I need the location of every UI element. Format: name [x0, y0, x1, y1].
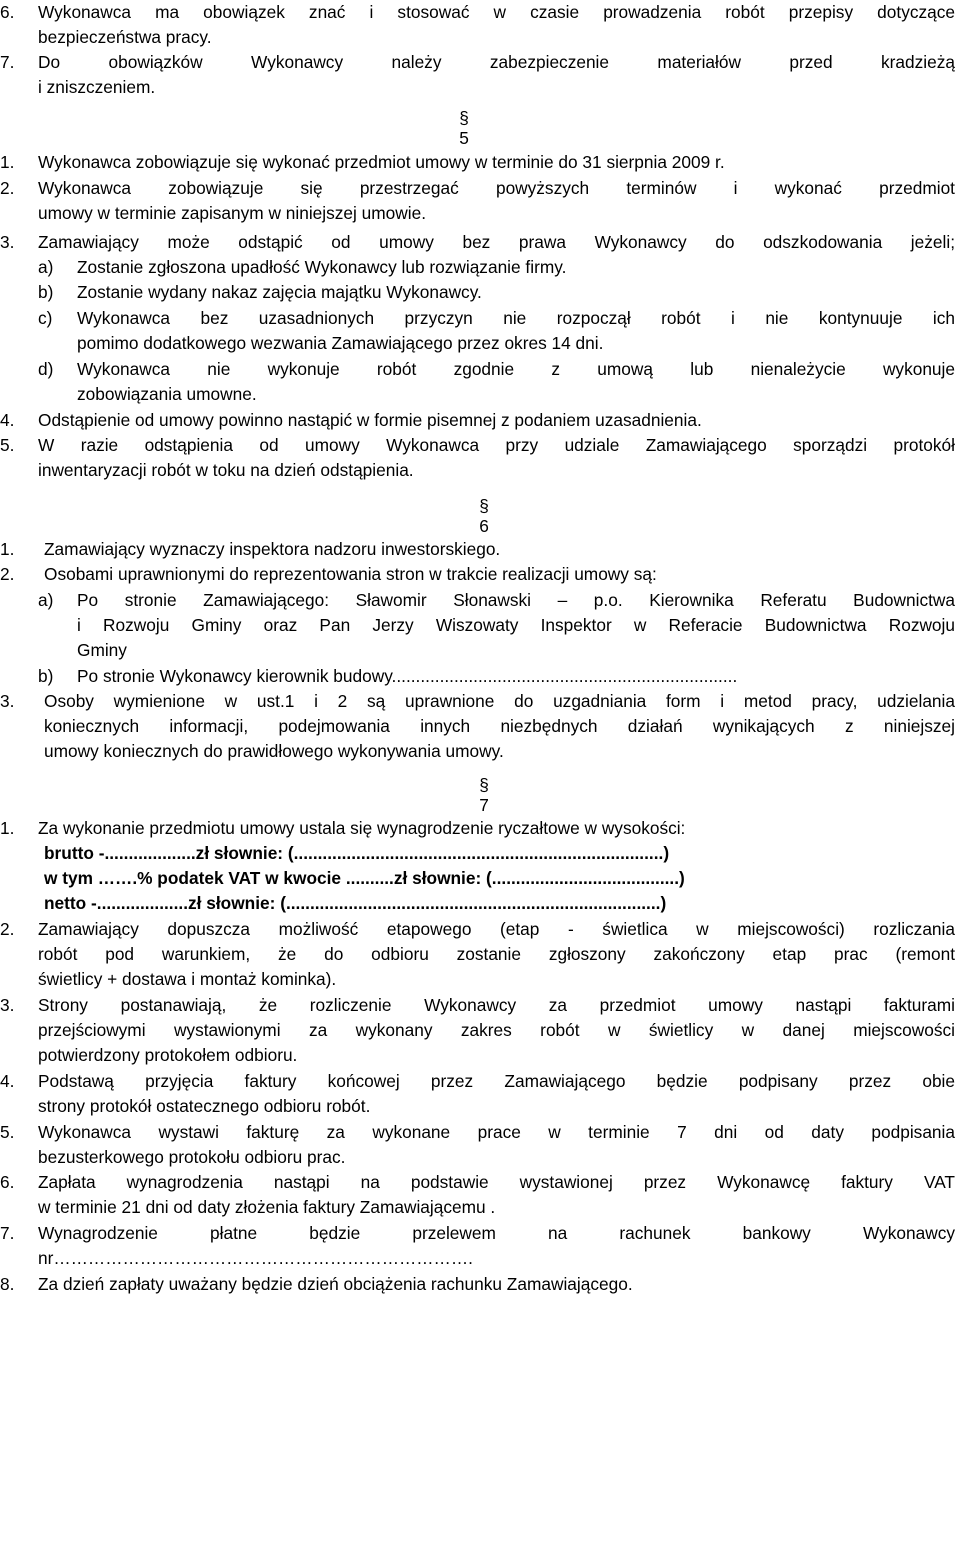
item-number: 5.	[0, 435, 15, 455]
item-text: robót pod warunkiem, że do odbioru zostanie zgłoszony zakończony etap prac (remont	[38, 944, 955, 965]
item-number: 1.	[0, 818, 15, 838]
item-text: świetlicy + dostawa i montaż kominka).	[38, 969, 337, 990]
item-number: 2.	[0, 919, 15, 939]
item-text: Wykonawca wystawi fakturę za wykonane prace w terminie 7 dni od daty podpisania	[38, 1122, 955, 1142]
item-text: Zamawiający dopuszcza możliwość etapowego (etap - świetlica w miejscowości) rozliczania	[38, 919, 955, 939]
section-heading	[464, 496, 504, 536]
section-symbol: §	[459, 108, 469, 128]
list-item	[0, 562, 955, 588]
item-number: 7.	[0, 52, 15, 72]
item-text: potwierdzony protokołem odbioru.	[38, 1045, 298, 1066]
list-item	[0, 176, 955, 226]
sub-item-text: zobowiązania umowne.	[77, 384, 257, 405]
item-text: umowy w terminie zapisanym w niniejszej umowie.	[38, 203, 427, 224]
sub-item-label: a)	[38, 590, 54, 610]
sub-item-label: a)	[38, 257, 54, 277]
item-number: 2.	[0, 178, 15, 198]
item-number: 7.	[0, 1223, 15, 1243]
list-item	[0, 689, 955, 765]
list-item	[0, 1272, 955, 1298]
sub-item-text: Wykonawca nie wykonuje robót zgodnie z umową lub nienależycie wykonuje	[77, 359, 955, 379]
item-text: Wykonawca ma obowiązek znać i stosować w czasie prowadzenia robót przepisy dotyczące	[38, 2, 955, 22]
item-text: Wykonawca zobowiązuje się przestrzegać powyższych terminów i wykonać przedmiot	[38, 178, 955, 198]
item-text: Za dzień zapłaty uważany będzie dzień obciążenia rachunku Zamawiającego.	[38, 1274, 633, 1294]
item-text: inwentaryzacji robót w toku na dzień odstąpienia.	[38, 460, 414, 481]
list-item	[0, 1221, 955, 1271]
item-text: Osoby wymienione w ust.1 i 2 są uprawnione do uzgadniania form i metod pracy, udzielania	[44, 691, 955, 711]
item-text: nr……………………………………………………………….	[38, 1248, 473, 1269]
sub-item-text: pomimo dodatkowego wezwania Zamawiającego przez okres 14 dni.	[77, 333, 604, 354]
section-heading	[444, 108, 484, 148]
item-text: Do obowiązków Wykonawcy należy zabezpieczenie materiałów przed kradzieżą	[38, 52, 955, 72]
item-text: Wykonawca zobowiązuje się wykonać przedmiot umowy w terminie do 31 sierpnia 2009 r.	[38, 152, 725, 172]
sub-item-text: i Rozwoju Gminy oraz Pan Jerzy Wiszowaty Inspektor w Referacie Budownictwa Rozwoju	[77, 615, 955, 636]
list-item	[0, 816, 955, 842]
section-number: 5	[459, 128, 469, 148]
item-text: bezusterkowego protokołu odbioru prac.	[38, 1147, 346, 1168]
item-text: Odstąpienie od umowy powinno nastąpić w formie pisemnej z podaniem uzasadnienia.	[38, 410, 702, 430]
item-number: 6.	[0, 2, 15, 22]
item-text: Osobami uprawnionymi do reprezentowania stron w trakcie realizacji umowy są:	[44, 564, 657, 584]
item-text: przejściowymi wystawionymi za wykonany zakres robót w świetlicy w danej miejscowości	[38, 1020, 955, 1041]
item-text: koniecznych informacji, podejmowania innych niezbędnych działań wynikających z niniejszej	[44, 716, 955, 737]
section-symbol: §	[479, 496, 489, 516]
sub-list-item	[0, 280, 955, 306]
list-item	[0, 993, 955, 1069]
sub-item-text: Zostanie zgłoszona upadłość Wykonawcy lub rozwiązanie firmy.	[77, 257, 567, 277]
sub-item-label: b)	[38, 666, 54, 686]
item-text: Za wykonanie przedmiotu umowy ustala się wynagrodzenie ryczałtowe w wysokości:	[38, 818, 686, 838]
sub-item-label: d)	[38, 359, 54, 379]
item-number: 1.	[0, 152, 15, 172]
sub-item-text: Po stronie Wykonawcy kierownik budowy........................................................................	[77, 666, 738, 686]
sub-list-item	[0, 588, 955, 664]
item-text: w terminie 21 dni od daty złożenia faktury Zamawiającemu .	[38, 1197, 496, 1218]
sub-list-item	[0, 664, 955, 690]
list-item	[0, 917, 955, 993]
item-text: i zniszczeniem.	[38, 77, 156, 98]
list-item	[0, 0, 955, 50]
list-item	[0, 408, 955, 434]
sub-item-label: b)	[38, 282, 54, 302]
section-number: 7	[479, 795, 489, 815]
section-number: 6	[479, 516, 489, 536]
item-number: 4.	[0, 410, 15, 430]
item-number: 3.	[0, 691, 15, 711]
sub-item-label: c)	[38, 308, 53, 328]
amount-net: netto -...................zł słownie: (..............................................................................)	[44, 893, 667, 914]
list-item	[0, 230, 955, 256]
sub-item-text: Gminy	[77, 640, 127, 661]
item-number: 2.	[0, 564, 15, 584]
sub-item-text: Wykonawca bez uzasadnionych przyczyn nie rozpoczął robót i nie kontynuuje ich	[77, 308, 955, 328]
item-number: 3.	[0, 232, 15, 252]
amount-vat: w tym …….% podatek VAT w kwocie ..........zł słownie: (.......................................)	[44, 868, 685, 889]
item-text: Zamawiający wyznaczy inspektora nadzoru inwestorskiego.	[44, 539, 501, 559]
list-item	[0, 50, 955, 100]
sub-item-text: Zostanie wydany nakaz zajęcia majątku Wykonawcy.	[77, 282, 482, 302]
list-item	[0, 433, 955, 483]
sub-list-item	[0, 306, 955, 356]
amount-block	[0, 841, 955, 917]
item-number: 8.	[0, 1274, 15, 1294]
item-text: strony protokół ostatecznego odbioru robót.	[38, 1096, 371, 1117]
item-number: 4.	[0, 1071, 15, 1091]
section-symbol: §	[479, 775, 489, 795]
item-text: umowy koniecznych do prawidłowego wykonywania umowy.	[44, 741, 504, 762]
list-item	[0, 1120, 955, 1170]
item-text: Podstawą przyjęcia faktury końcowej przez Zamawiającego będzie podpisany przez obie	[38, 1071, 955, 1091]
section-heading	[464, 775, 504, 815]
list-item	[0, 150, 955, 176]
item-text: Strony postanawiają, że rozliczenie Wykonawcy za przedmiot umowy nastąpi fakturami	[38, 995, 955, 1015]
item-text: W razie odstąpienia od umowy Wykonawca przy udziale Zamawiającego sporządzi protokół	[38, 435, 955, 455]
item-number: 1.	[0, 539, 15, 559]
item-text: bezpieczeństwa pracy.	[38, 27, 212, 48]
list-item	[0, 537, 955, 563]
sub-item-text: Po stronie Zamawiającego: Sławomir Słonawski – p.o. Kierownika Referatu Budownictwa	[77, 590, 955, 610]
item-number: 6.	[0, 1172, 15, 1192]
item-number: 3.	[0, 995, 15, 1015]
list-item	[0, 1170, 955, 1220]
item-text: Zamawiający może odstąpić od umowy bez prawa Wykonawcy do odszkodowania jeżeli;	[38, 232, 955, 252]
amount-gross: brutto -...................zł słownie: (.............................................................................)	[44, 843, 670, 863]
sub-list-item	[0, 357, 955, 407]
item-text: Zapłata wynagrodzenia nastąpi na podstawie wystawionej przez Wykonawcę faktury VAT	[38, 1172, 955, 1192]
list-item	[0, 1069, 955, 1119]
item-text: Wynagrodzenie płatne będzie przelewem na rachunek bankowy Wykonawcy	[38, 1223, 955, 1243]
item-number: 5.	[0, 1122, 15, 1142]
sub-list-item	[0, 255, 955, 281]
